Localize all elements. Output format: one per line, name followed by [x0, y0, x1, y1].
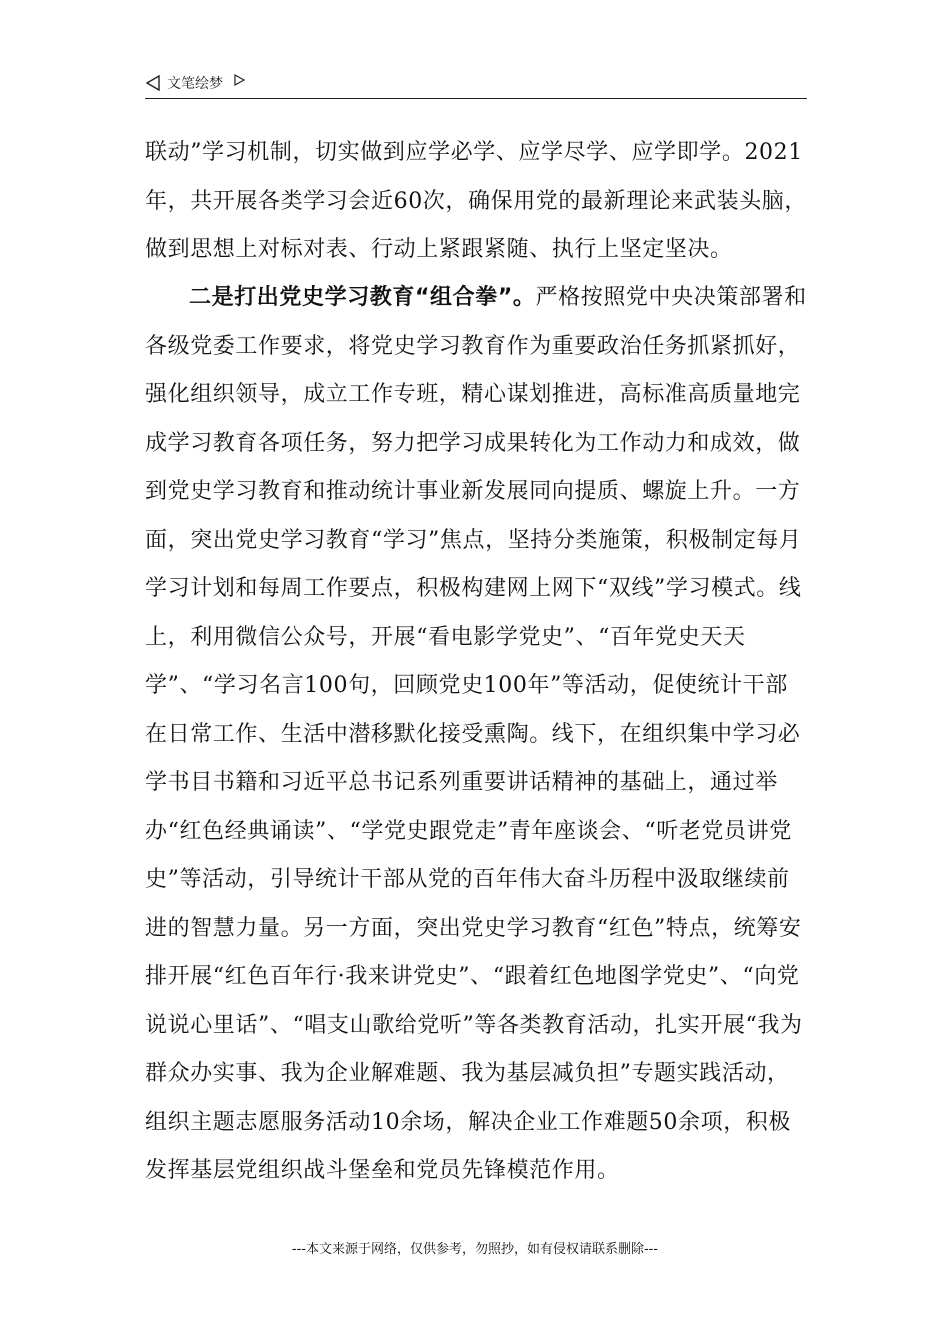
- paragraph-1: [145, 129, 807, 275]
- paragraph-2: [145, 274, 807, 1196]
- paragraph-1-text: 联动”学习机制，切实做到应学必学、应学尽学、应学即学。2021年，共开展各类学习会近60次，确保用党的最新理论来武装头脑，做到思想上对标对表、行动上紧跟紧随、执行上坚定坚决。: [145, 140, 807, 262]
- page-footer: ---本文来源于网络，仅供参考，勿照抄，如有侵权请联系删除---: [291, 1242, 659, 1257]
- triangle-left-icon: [145, 75, 161, 91]
- header-title: 文笔绘梦: [167, 76, 223, 92]
- triangle-right-icon: [233, 74, 245, 86]
- page-header: [145, 72, 807, 99]
- paragraph-2-text: 严格按照党中央决策部署和各级党委工作要求，将党史学习教育作为重要政治任务抓紧抓好，强化组织领导，成立工作专班，精心谋划推进，高标准高质量地完成学习教育各项任务，努力把学习成果转化为工作动力和成效，做到党史学习教育和推动统计事业新发展同向提质、螺旋上升。一方面，突出党史学习教育“学习”焦点，坚持分类施策，积极制定每月学习计划和每周工作要点，积极构建网上网下“双线”学习模式。线上，利用微信公众号，开展“看电影学党史”、“百年党史天天学”、“学习名言100句，回顾党史100年”等活动，促使统计干部在日常工作、生活中潜移默化接受熏陶。线下，在组织集中学习必学书目书籍和习近平总书记系列重要讲话精神的基础上，通过举办“红色经典诵读”、“学党史跟党走”青年座谈会、“听老党员讲党史”等活动，引导统计干部从党的百年伟大奋斗历程中汲取继续前进的智慧力量。另一方面，突出党史学习教育“红色”特点，统筹安排开展“红色百年行·我来讲党史”、“跟着红色地图学党史”、“向党说说心里话”、“唱支山歌给党听”等各类教育活动，扎实开展“我为群众办实事、我为企业解难题、我为基层减负担”专题实践活动，组织主题志愿服务活动10余场，解决企业工作难题50余项，积极发挥基层党组织战斗堡垒和党员先锋模范作用。: [145, 285, 807, 1183]
- paragraph-2-lead: 二是打出党史学习教育“组合拳”。: [189, 285, 536, 310]
